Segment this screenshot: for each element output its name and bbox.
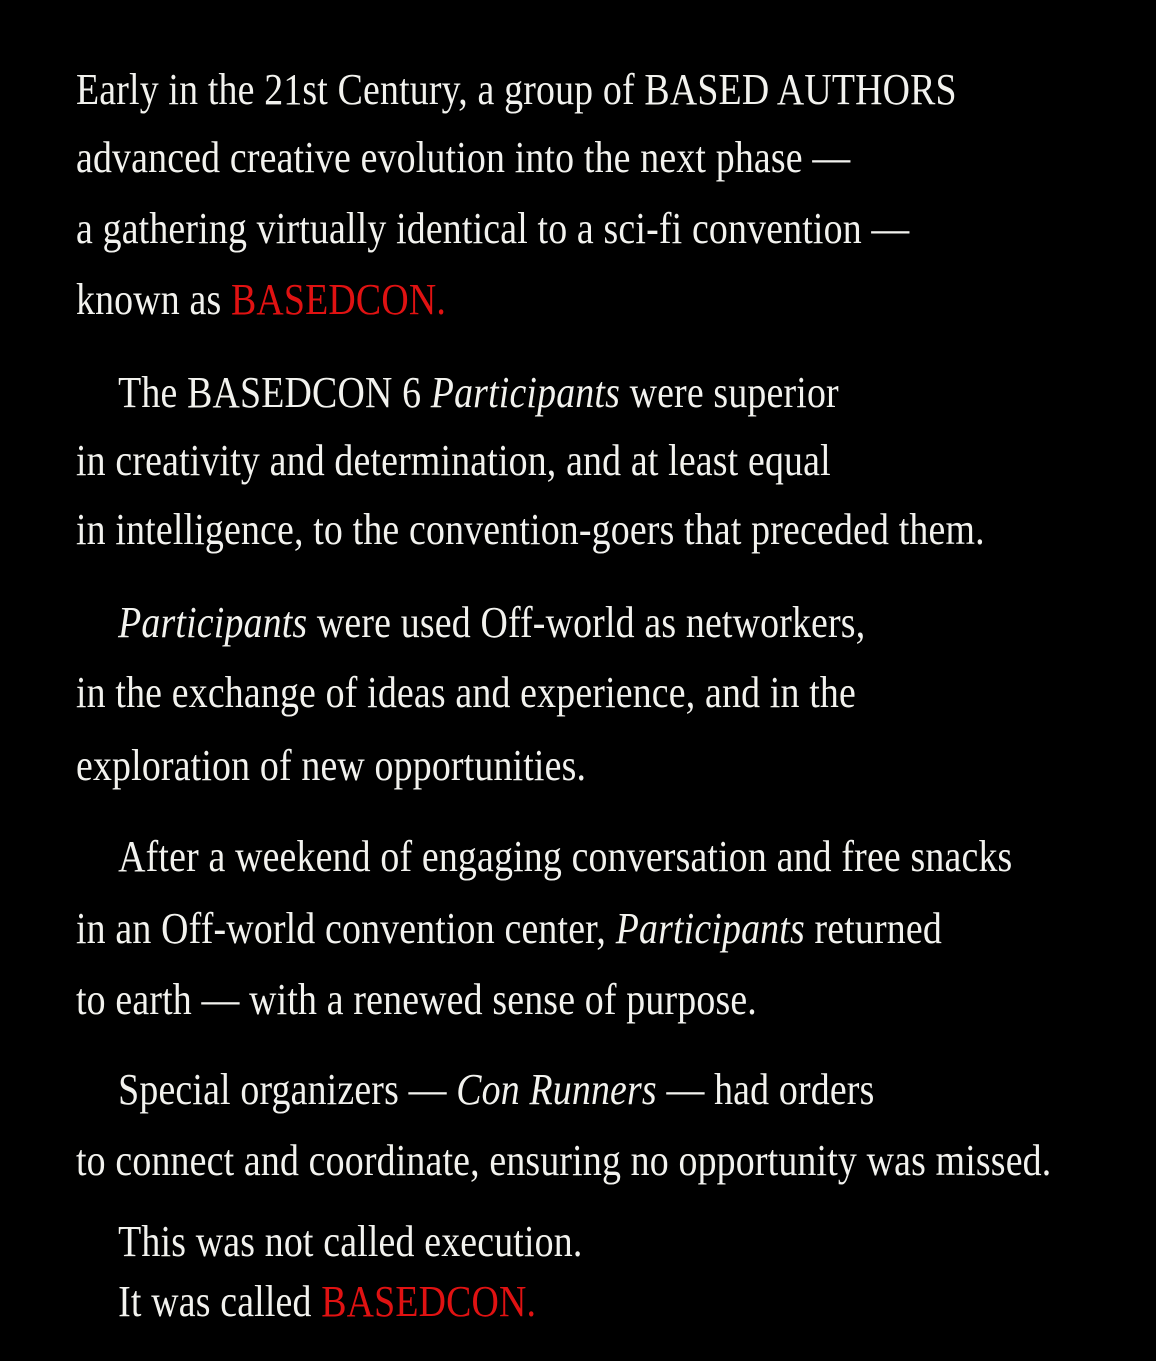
con-runners-italic: Con Runners	[456, 1065, 657, 1114]
paragraph-1-line-4	[76, 274, 446, 325]
p3-line2-text: in the exchange of ideas and experience, and in the	[76, 668, 856, 717]
p1-line4-prefix: known as	[76, 275, 232, 324]
participants-italic: Participants	[118, 598, 308, 647]
paragraph-1-line-2	[76, 132, 850, 183]
p2-line2-text: in creativity and determination, and at least equal	[76, 436, 831, 485]
paragraph-4-line-3	[76, 974, 757, 1025]
participants-italic: Participants	[615, 904, 805, 953]
p4-line2-prefix: in an Off-world convention center,	[76, 904, 616, 953]
p2-line1-prefix: The BASEDCON 6	[118, 368, 431, 417]
paragraph-1-line-3	[76, 203, 909, 254]
p4-line3-text: to earth — with a renewed sense of purpose.	[76, 975, 757, 1024]
p5-line2-text: to connect and coordinate, ensuring no opportunity was missed.	[76, 1136, 1052, 1185]
participants-italic: Participants	[430, 368, 620, 417]
closing-line-1	[118, 1216, 582, 1267]
p5-line1-suffix: — had orders	[656, 1065, 875, 1114]
basedcon-highlight: BASEDCON.	[321, 1277, 537, 1326]
paragraph-2-line-2	[76, 435, 831, 486]
paragraph-4-line-2	[76, 903, 942, 954]
closing-line1-text: This was not called execution.	[118, 1217, 583, 1266]
closing-line2-prefix: It was called	[118, 1277, 322, 1326]
paragraph-2-line-1	[118, 367, 839, 418]
basedcon-highlight: BASEDCON.	[231, 275, 446, 324]
p4-line2-suffix: returned	[804, 904, 942, 953]
p2-line3-text: in intelligence, to the convention-goers that preceded them.	[76, 505, 985, 554]
closing-line-2	[118, 1276, 536, 1327]
p5-line1-prefix: Special organizers —	[118, 1065, 457, 1114]
p3-line3-text: exploration of new opportunities.	[76, 741, 587, 790]
paragraph-3-line-2	[76, 667, 856, 718]
p2-line1-suffix: were superior	[619, 368, 839, 417]
paragraph-4-line-1	[118, 831, 1012, 882]
paragraph-5-line-1	[118, 1064, 874, 1115]
p1-line1-text: Early in the 21st Century, a group of BASED AUTHORS	[76, 65, 957, 114]
paragraph-5-line-2	[76, 1135, 1051, 1186]
p1-line3-text: a gathering virtually identical to a sci-fi convention —	[76, 204, 910, 253]
p1-line2-text: advanced creative evolution into the next phase —	[76, 133, 851, 182]
paragraph-3-line-3	[76, 740, 586, 791]
p3-line1-suffix: were used Off-world as networkers,	[307, 598, 866, 647]
paragraph-2-line-3	[76, 504, 985, 555]
paragraph-3-line-1	[118, 597, 865, 648]
p4-line1-text: After a weekend of engaging conversation and free snacks	[118, 832, 1013, 881]
paragraph-1-line-1	[76, 64, 957, 115]
